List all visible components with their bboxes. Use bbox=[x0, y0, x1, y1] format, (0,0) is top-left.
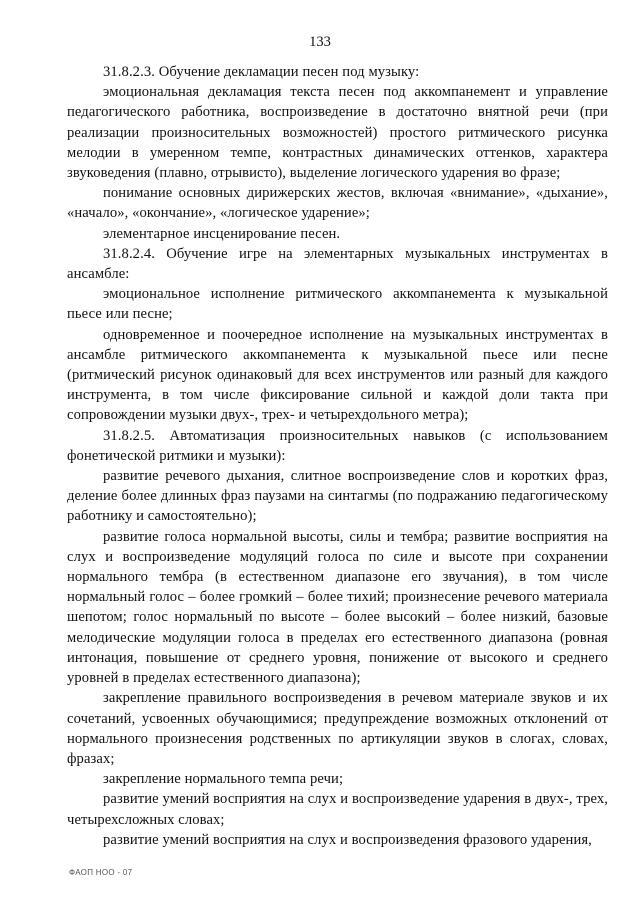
paragraph: элементарное инсценирование песен. bbox=[103, 225, 341, 242]
document-body bbox=[67, 62, 608, 850]
paragraph: 31.8.2.4. Обучение игре на элементарных музыкальных инструментах в ансамбле: bbox=[67, 245, 608, 283]
paragraph: развитие речевого дыхания, слитное воспроизведение слов и коротких фраз, деление более длинных фраз паузами на синтагмы (по подражанию педагогическому работнику и самостоятельно); bbox=[67, 468, 608, 525]
paragraph: развитие умений восприятия на слух и воспроизведения фразового ударения, bbox=[103, 831, 592, 848]
paragraph: 31.8.2.3. Обучение декламации песен под музыку: bbox=[103, 64, 420, 80]
paragraph: развитие голоса нормальной высоты, силы и тембра; развитие восприятия на слух и воспроизведение модуляций голоса по силе и высоте при сохранении нормального тембра (в естественном диапазоне его звучания), в том числе нормальный голос – более громкий – более тихий; произнесение речевого материала шепотом; голос нормальный по высоте – более высокий – более низкий, базовые мелодические модуляции голоса в пределах его естественного диапазона (ровная интонация, повышение от среднего уровня, понижение от высокого и среднего уровней в пределах естественного диапазона); bbox=[67, 528, 608, 687]
document-code-footer: ФАОП НОО - 07 bbox=[69, 868, 133, 877]
page-number: 133 bbox=[309, 34, 331, 50]
paragraph: закрепление нормального темпа речи; bbox=[103, 771, 344, 788]
paragraph: развитие умений восприятия на слух и воспроизведение ударения в двух-, трех, четырехсложных словах; bbox=[67, 791, 608, 828]
paragraph: эмоциональная декламация текста песен под аккомпанемент и управление педагогического работника, воспроизведение в достаточно внятной речи (при реализации произносительных возможностей) простого ритмического рисунка мелодии в умеренном темпе, контрастных динамических оттенков, характера звуковедения (плавно, отрывисто), выделение логического ударения во фразе; bbox=[67, 84, 608, 182]
paragraph: 31.8.2.5. Автоматизация произносительных навыков (с использованием фонетической ритмики и музыки): bbox=[67, 427, 608, 464]
paragraph: эмоциональное исполнение ритмического аккомпанемента к музыкальной пьесе или песне; bbox=[67, 286, 608, 323]
paragraph: закрепление правильного воспроизведения в речевом материале звуков и их сочетаний, усвоенных обучающимися; предупреждение возможных отклонений от нормального произнесения родственных по артикуляции звуков в слогах, словах, фразах; bbox=[67, 690, 608, 767]
paragraph: понимание основных дирижерских жестов, включая «внимание», «дыхание», «начало», «окончание», «логическое ударение»; bbox=[67, 185, 608, 222]
paragraph: одновременное и поочередное исполнение на музыкальных инструментах в ансамбле ритмического аккомпанемента к музыкальной пьесе или песне (ритмический рисунок одинаковый для всех инструментов или разный для каждого инструмента, в том числе фиксирование сильной и каждой доли такта при сопровождении музыки двух-, трех- и четырехдольного метра); bbox=[67, 326, 608, 424]
